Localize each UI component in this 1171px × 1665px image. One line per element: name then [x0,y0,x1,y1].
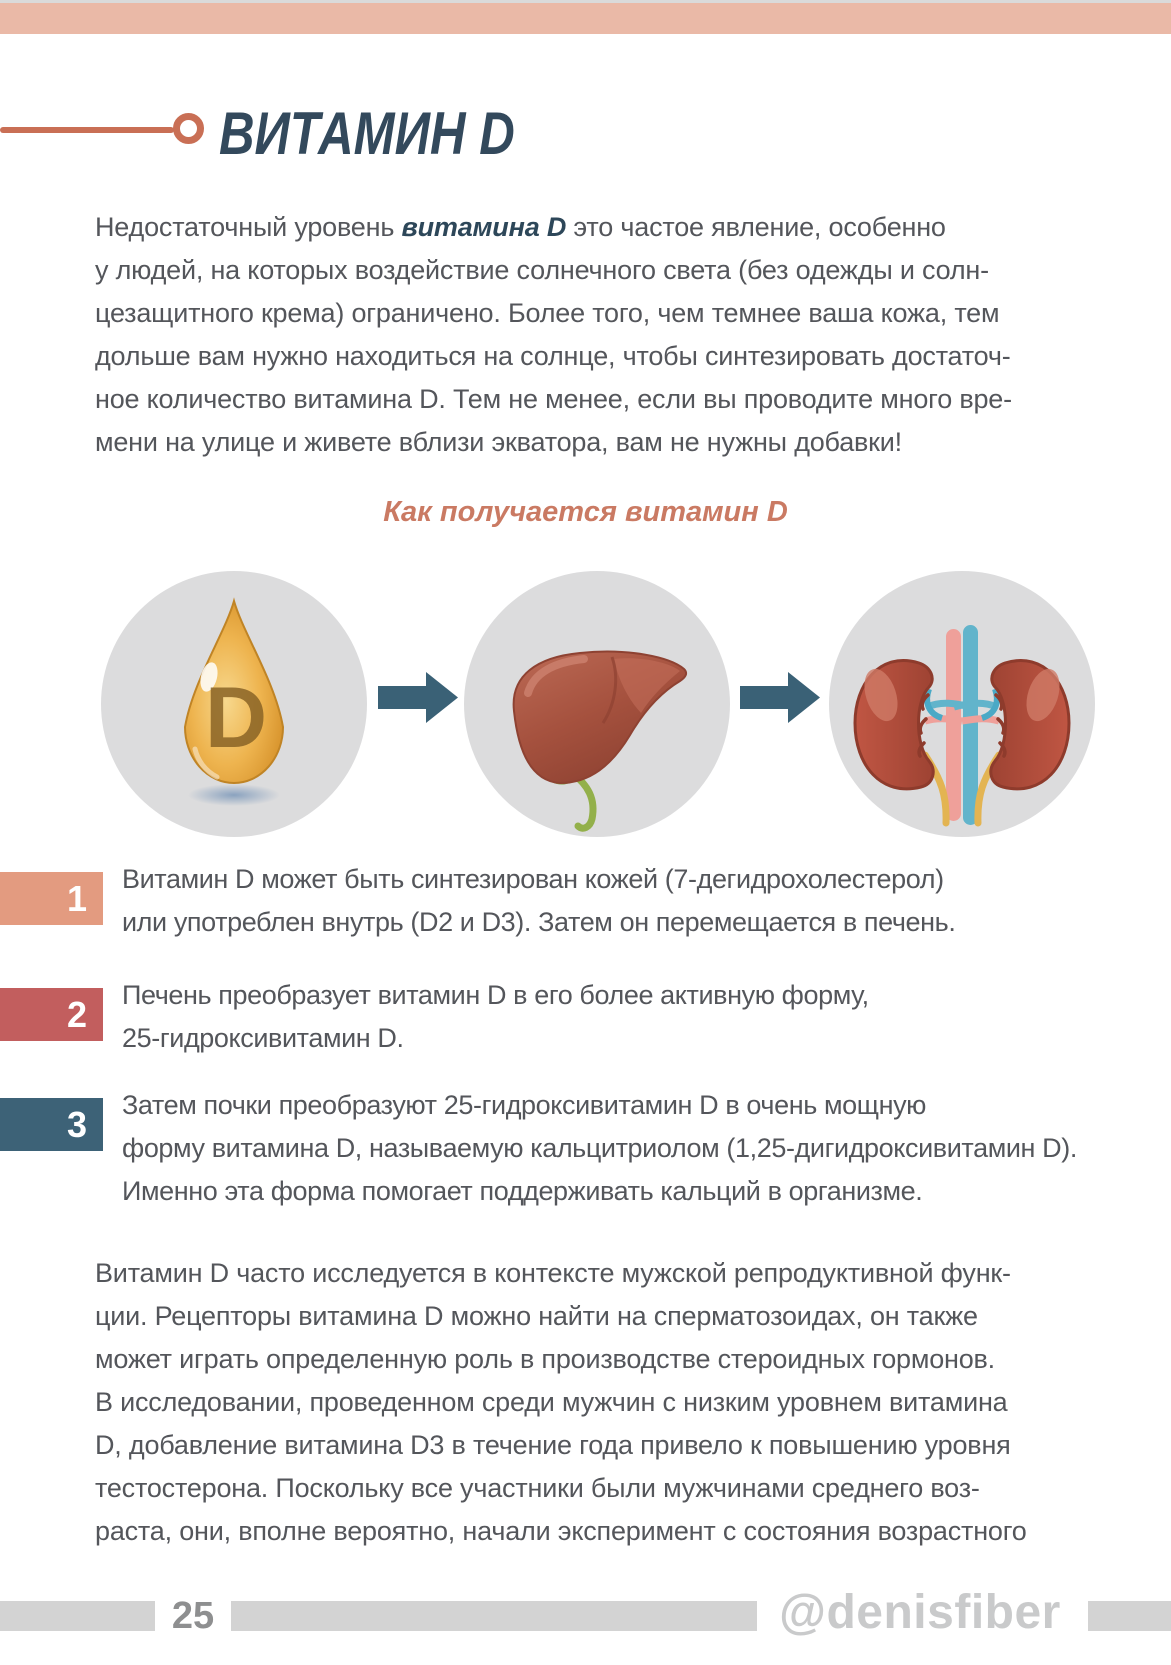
outro-paragraph: Витамин D часто исследуется в контексте мужской репродуктивной функ- ции. Рецепторы витамина D можно найти на сперматозоидах, он также может играть определенную роль в производстве стероидных гормонов. В исследовании, проведенном среди мужчин с низким уровнем витамина D, добавление витамина D3 в течение года привело к повышению уровня тестостерона. Поскольку все участники были мужчинами среднего воз- раста, они, вполне вероятно, начали эксперимент с состояния возрастного [95,1258,1027,1546]
vitamin-d-drop-icon [101,571,367,837]
step-3-text: Затем почки преобразуют 25-гидроксивитамин D в очень мощную форму витамина D, называемую кальцитриолом (1,25-дигидроксивитамин D). Именно эта форма помогает поддерживать кальций в организме. [122,1090,1077,1206]
step-2-text: Печень преобразует витамин D в его более активную форму, 25-гидроксивитамин D. [122,980,869,1053]
diagram-circle-liver [464,571,730,837]
top-salmon-band [0,3,1171,34]
step-3-badge [0,1098,103,1151]
step-1-number: 1 [66,878,87,919]
liver-icon [464,571,730,837]
vitamin-d-emphasis: витамина D [401,212,567,242]
intro-line-1-pre: Недостаточный уровень [95,212,402,242]
title-accent-line [0,127,174,133]
step-2-badge [0,988,103,1041]
intro-paragraph [95,206,1012,464]
diagram-circle-skin [101,571,367,837]
intro-line-1-post: это частое явление, особенно [566,212,946,242]
page-number: 25 [171,1595,215,1637]
footer-bar-middle [231,1601,757,1631]
title-bullet-ring-icon [173,113,204,144]
intro-line-1 [95,206,1012,249]
kidneys-icon [829,571,1095,837]
arrow-right-icon [740,670,820,724]
diagram-circle-kidneys [829,571,1095,837]
diagram-heading: Как получается витамин D [383,496,788,528]
footer-bar-left [0,1601,155,1631]
step-3-number: 3 [66,1104,87,1145]
step-2-number: 2 [66,994,87,1035]
step-1-badge [0,872,103,925]
author-handle: @denisfiber [779,1586,1061,1639]
footer-bar-right [1088,1601,1171,1631]
svg-text:D: D [204,670,268,766]
arrow-right-icon [378,670,458,724]
intro-lines: у людей, на которых воздействие солнечного света (без одежды и солн- цезащитного крема) ограничено. Более того, чем темнее ваша кожа, тем дольше вам нужно находиться на солнце, чтобы синтезировать достаточ- ное количество витамина D. Тем не менее, если вы проводите много вре- мени на улице и живете вблизи экватора, вам не нужны добавки! [95,255,1012,457]
step-1-text: Витамин D может быть синтезирован кожей (7-дегидрохолестерол) или употреблен внутрь (D2 и D3). Затем он перемещается в печень. [122,864,956,937]
page-title: ВИТАМИН D [219,100,515,167]
